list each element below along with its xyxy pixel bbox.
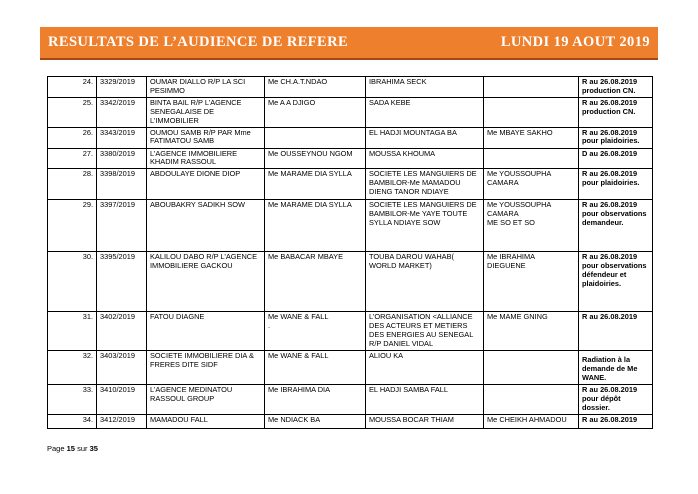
defendant: EL HADJI SAMBA FALL [369, 384, 449, 394]
plaintiff: BINTA BAIL R/P L’AGENCE SENEGALAISE DE L’IMMOBILIER [150, 97, 242, 125]
case-number: 3412/2019 [100, 414, 135, 424]
plaintiff: L’AGENCE MEDINATOU RASSOUL GROUP [150, 384, 233, 403]
decision: R au 26.08.2019 pour observations demandeur. [582, 200, 647, 228]
plaintiff: ABOUBAKRY SADIKH SOW [150, 200, 246, 210]
defendant: TOUBA DAROU WAHAB( WORLD MARKET) [369, 252, 455, 271]
defendant-lawyer: Me IBRAHIMA DIEGUENE [487, 252, 535, 271]
table-row [48, 350, 653, 384]
row-number: 28. [82, 169, 93, 179]
plaintiff-lawyer: Me BABACAR MBAYE [268, 252, 344, 262]
row-number: 33. [82, 384, 93, 394]
hearing-date: LUNDI 19 AOUT 2019 [500, 34, 650, 50]
row-number: 26. [82, 127, 93, 137]
defendant: IBRAHIMA SECK [369, 77, 427, 86]
plaintiff: FATOU DIAGNE [150, 312, 205, 322]
case-number: 3398/2019 [100, 169, 135, 179]
row-number: 32. [82, 350, 93, 360]
case-number: 3410/2019 [100, 384, 135, 394]
decision: Radiation à la demande de Me WANE. [582, 355, 638, 383]
table-row [48, 148, 653, 169]
plaintiff-lawyer: Me IBRAHIMA DIA [268, 384, 331, 394]
case-number: 3395/2019 [100, 252, 135, 262]
decision: R au 26.08.2019 production CN. [582, 97, 638, 116]
case-number: 3329/2019 [100, 77, 135, 86]
page-footer [47, 444, 98, 453]
table-row [48, 414, 653, 428]
case-number: 3397/2019 [100, 200, 135, 210]
defendant: SOCIETE LES MANGUIERS DE BAMBILOR-Me YAYE TOUTE SYLLA NDIAYE SOW [369, 200, 477, 228]
plaintiff-lawyer: Me CH.A.T.NDAO [268, 77, 328, 86]
defendant: MOUSSA BOCAR THIAM [369, 414, 454, 424]
decision: R au 26.08.2019 [582, 312, 638, 322]
plaintiff: SOCIETE IMMOBILIERE DIA & FRERES DITE SIDF [150, 350, 254, 369]
table-row [48, 312, 653, 351]
table-row [48, 169, 653, 200]
page-title: RESULTATS DE L’AUDIENCE DE REFERE [48, 34, 349, 50]
defendant-lawyer: Me MAME GNING [487, 312, 548, 322]
defendant: SADA KEBE [369, 97, 411, 107]
plaintiff-lawyer: Me MARAME DIA SYLLA [268, 169, 352, 179]
decision: R au 26.08.2019 pour plaidoiries. [582, 169, 640, 188]
defendant-lawyer: Me YOUSSOUPHA CAMARA [487, 169, 551, 188]
case-number: 3403/2019 [100, 350, 135, 360]
row-number: 27. [82, 148, 93, 158]
case-number: 3402/2019 [100, 312, 135, 322]
plaintiff-lawyer: Me A A DJIGO [268, 97, 316, 107]
table-row [48, 200, 653, 252]
row-number: 34. [82, 414, 93, 424]
defendant: SOCIETE LES MANGUIERS DE BAMBILOR-Me MAMADOU DIENG TANOR NDIAYE [369, 169, 477, 197]
results-table [47, 76, 653, 429]
page-label: Page [47, 444, 65, 453]
plaintiff-lawyer: Me WANE & FALL [268, 350, 329, 360]
decision: R au 26.08.2019 pour plaidoiries. [582, 127, 640, 146]
plaintiff-lawyer: Me WANE & FALL . [268, 312, 329, 331]
page-number: 15 [66, 444, 75, 453]
plaintiff: OUMAR DIALLO R/P LA SCI PESIMMO [150, 77, 246, 95]
plaintiff: KALILOU DABO R/P L’AGENCE IMMOBILIERE GACKOU [150, 252, 258, 271]
row-number: 24. [82, 77, 93, 86]
row-number: 31. [82, 312, 93, 322]
defendant-lawyer: Me YOUSSOUPHA CAMARA ME SO ET SO [487, 200, 551, 228]
table-row [48, 252, 653, 312]
defendant: ALIOU KA [369, 350, 404, 360]
defendant: L’ORGANISATION <ALLIANCE DES ACTEURS ET METIERS DES ENERGIES AU SENEGAL R/P DANIEL VIDAL [369, 312, 474, 349]
total-pages: 35 [89, 444, 98, 453]
plaintiff-lawyer: Me OUSSEYNOU NGOM [268, 148, 353, 158]
row-number: 30. [82, 252, 93, 262]
page-of-label: sur [77, 444, 88, 453]
decision: R au 26.08.2019 production CN. [582, 77, 638, 95]
defendant: MOUSSA KHOUMA [369, 148, 436, 158]
table-row [48, 97, 653, 127]
header-banner [40, 27, 658, 60]
plaintiff: ABDOULAYE DIONE DIOP [150, 169, 241, 179]
plaintiff: L’AGENCE IMMOBILIERE KHADIM RASSOUL [150, 148, 238, 167]
defendant-lawyer: Me MBAYE SAKHO [487, 127, 553, 137]
case-number: 3342/2019 [100, 97, 135, 107]
defendant-lawyer: Me CHEIKH AHMADOU [487, 414, 567, 424]
plaintiff-lawyer: Me NDIACK BA [268, 414, 321, 424]
decision: R au 26.08.2019 pour observations défendeur et plaidoiries. [582, 252, 647, 289]
defendant: EL HADJI MOUNTAGA BA [369, 127, 457, 137]
decision: R au 26.08.2019 [582, 414, 638, 424]
case-number: 3380/2019 [100, 148, 135, 158]
row-number: 29. [82, 200, 93, 210]
table-row [48, 127, 653, 148]
plaintiff: OUMOU SAMB R/P PAR Mme FATIMATOU SAMB [150, 127, 251, 146]
plaintiff-lawyer: Me MARAME DIA SYLLA [268, 200, 352, 210]
row-number: 25. [82, 97, 93, 107]
decision: R au 26.08.2019 pour dépôt dossier. [582, 384, 638, 412]
table-row [48, 77, 653, 98]
table-row [48, 384, 653, 414]
decision: D au 26.08.2019 [582, 148, 638, 158]
case-number: 3343/2019 [100, 127, 135, 137]
plaintiff: MAMADOU FALL [150, 414, 208, 424]
